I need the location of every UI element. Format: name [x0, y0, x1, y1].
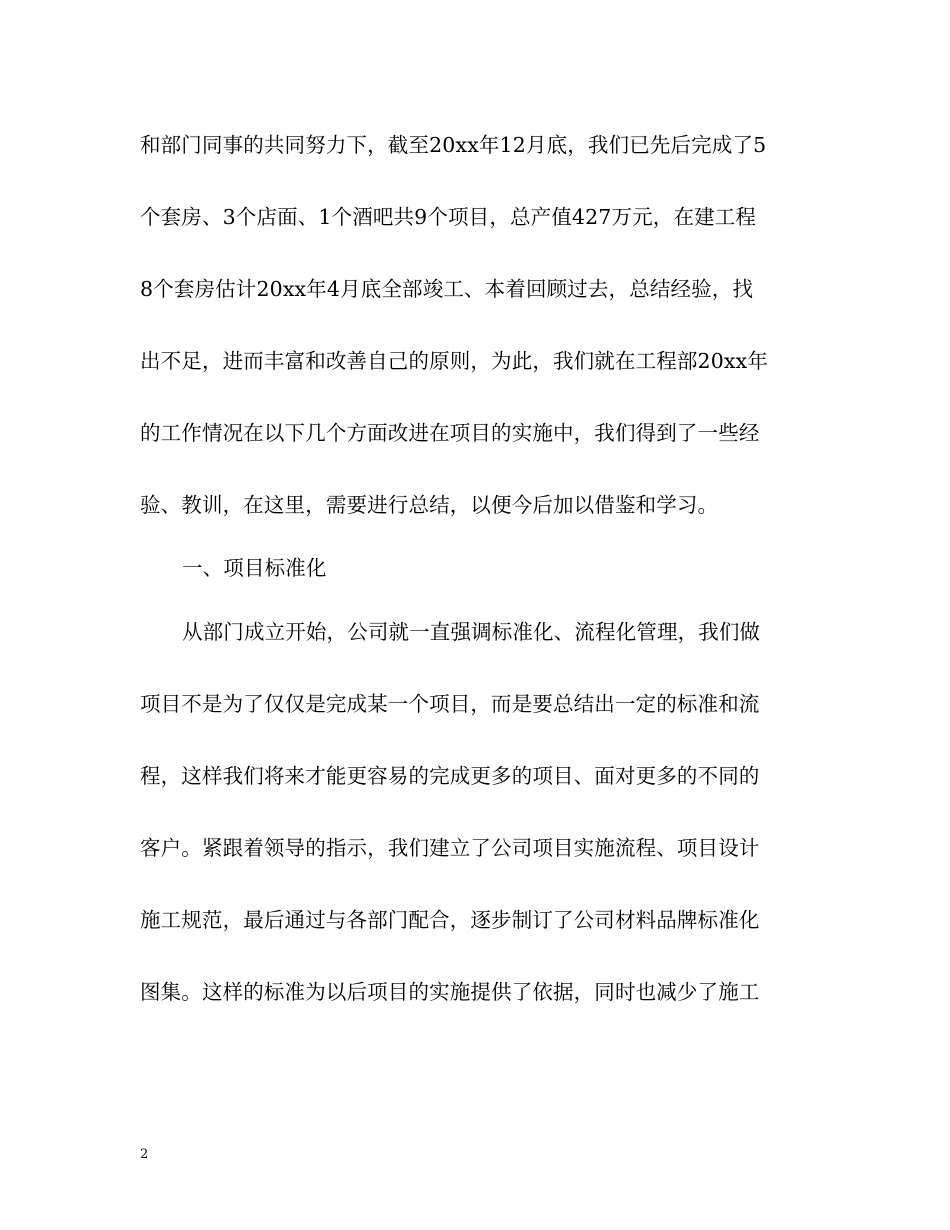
paragraph-1-line-4: 出不足，进而丰富和改善自己的原则，为此，我们就在工程部20xx年	[140, 349, 769, 373]
paragraph-1-line-1: 和部门同事的共同努力下，截至20xx年12月底，我们已先后完成了5	[140, 133, 767, 157]
page-number: 2	[140, 1147, 149, 1162]
paragraph-1-line-2: 个套房、3个店面、1个酒吧共9个项目，总产值427万元，在建工程	[140, 205, 757, 229]
paragraph-1-line-6: 验、教训，在这里，需要进行总结，以便今后加以借鉴和学习。	[140, 493, 719, 517]
paragraph-2-line-4: 客户。紧跟着领导的指示，我们建立了公司项目实施流程、项目设计	[140, 836, 760, 860]
paragraph-2-line-2: 项目不是为了仅仅是完成某一个项目，而是要总结出一定的标准和流	[140, 692, 760, 716]
paragraph-2-line-5: 施工规范，最后通过与各部门配合，逐步制订了公司材料品牌标准化	[140, 908, 760, 932]
paragraph-1-line-5: 的工作情况在以下几个方面改进在项目的实施中，我们得到了一些经	[140, 421, 760, 445]
paragraph-2-line-1: 从部门成立开始，公司就一直强调标准化、流程化管理，我们做	[182, 620, 761, 644]
paragraph-1-line-3: 8个套房估计20xx年4月底全部竣工、本着回顾过去，总结经验，找	[140, 277, 754, 301]
paragraph-2-line-6: 图集。这样的标准为以后项目的实施提供了依据，同时也减少了施工	[140, 980, 760, 1004]
section-heading: 一、项目标准化	[182, 556, 327, 580]
paragraph-2-line-3: 程，这样我们将来才能更容易的完成更多的项目、面对更多的不同的	[140, 764, 760, 788]
